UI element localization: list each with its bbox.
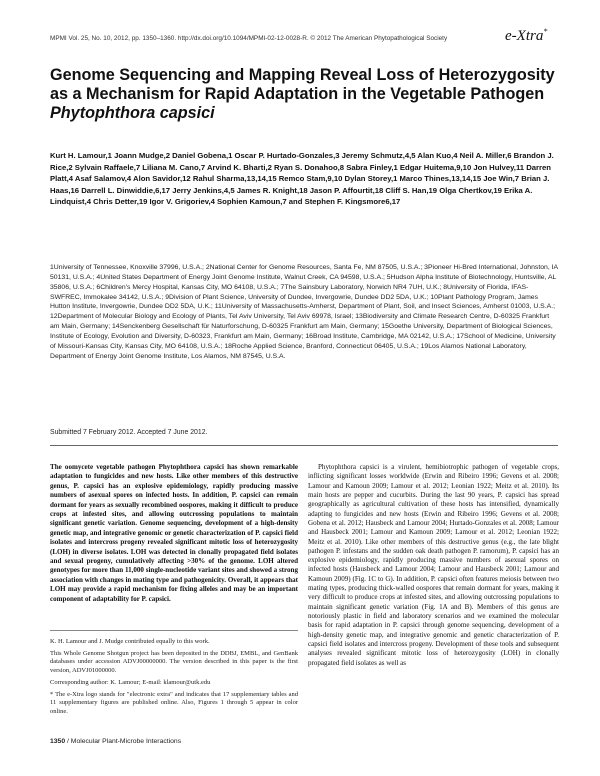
introduction-paragraph: Phytophthora capsici is a virulent, hemibiotrophic pathogen of vegetable crops, inflicting significant losses worldwide (Erwin and Ribeiro 1996; Gevens et al. 2008; Lamour and Kamoun 2009; Lamour et al. 2012; Leonian 1922; Meitz et al. 2010). Its main hosts are pepper and cucurbits. During the last 90 years, P. capsici has spread geographically as agricultural cultivation of these hosts has intensified, dynamically adapting to fungicides and new hosts (Erwin and Ribeiro 1996; Gevens et al. 2008; Gobena et al. 2012; Hausbeck and Lamour 2004; Hurtado-Gonzales et al. 2008; Lamour and Hausbeck 2001; Lamour and Kamoun 2009; Lamour et al. 2012; Leonian 1922; Meitz et al. 2010). Like other members of this destructive genus (e.g., the late blight pathogen P. infestans and the sudden oak death pathogen P. ramorum), P. capsici has an explosive epidemiology, rapidly producing massive numbers of asexual spores on infected hosts (Hausbeck and Lamour 2004; Lamour and Hausbeck 2001; Lamour and Kamoun 2009) (Fig. 1C to G). In addition, P. capsici often features meiosis between two mating types, producing thick-walled oospores that remain dormant for years, making it very difficult to produce crops at infested sites, and allowing outcrossing populations to maintain significant genetic variation (Fig. 1A and B). Members of this genus are notoriously plastic in field and laboratory scenarios and we examined the molecular basis for rapid adaptation in P. capsici through genome sequencing, development of a high-density genetic map, and integrative genomic and genetic characterization of P. capsici field isolates and intercross progeny. Development of these tools and subsequent analyses revealed significant mitotic loss of heterozygosity (LOH) in clonally propagated field isolates as well as <box>308 463 559 667</box>
journal-citation-header: MPMI Vol. 25, No. 10, 2012, pp. 1350–1360. http://dx.doi.org/10.1094/MPMI-02-12-0028-R. © 2012 The American Phytopathological Society <box>50 35 448 42</box>
e-xtra-logo-mark: * <box>543 27 548 36</box>
page-number: 1350 <box>50 738 66 745</box>
e-xtra-logo-text: e-Xtra <box>505 28 544 44</box>
page-footer: 1350 / Molecular Plant-Microbe Interactions <box>50 738 182 745</box>
footnote-e-xtra: * The e-Xtra logo stands for "electronic extra" and indicates that 17 supplementary tables and 11 supplementary figures are published online. Also, Figures 1 through 5 appear in color online. <box>50 690 298 715</box>
footnotes <box>50 638 298 720</box>
author-list: Kurt H. Lamour,1 Joann Mudge,2 Daniel Gobena,1 Oscar P. Hurtado-Gonzales,3 Jeremy Schmutz,4,5 Alan Kuo,4 Neil A. Miller,6 Brandon J. Rice,2 Sylvain Raffaele,7 Liliana M. Cano,7 Arvind K. Bharti,2 Ryan S. Donahoo,8 Sabra Finley,1 Edgar Huitema,9,10 Jon Hulvey,11 Darren Platt,4 Asaf Salamov,4 Alon Savidor,12 Rahul Sharma,13,14,15 Remco Stam,9,10 Dylan Storey,1 Marco Thines,13,14,15 Joe Win,7 Brian J. Haas,16 Darrell L. Dinwiddie,6,17 Jerry Jenkins,4,5 James R. Knight,18 Jason P. Affourtit,18 Cliff S. Han,19 Olga Chertkov,19 Erika A. Lindquist,4 Chris Detter,19 Igor V. Grigoriev,4 Sophien Kamoun,7 and Stephen F. Kingsmore6,17 <box>50 151 554 207</box>
footnote-equal-contribution: K. H. Lamour and J. Mudge contributed equally to this work. <box>50 638 210 645</box>
article-title <box>50 66 560 123</box>
abstract: The oomycete vegetable pathogen Phytophthora capsici has shown remarkable adaptation to fungicides and new hosts. Like other members of this destructive genus, P. capsici has an explosive epidemiology, rapidly producing massive numbers of asexual spores on infected hosts. In addition, P. capsici can remain dormant for years as sexually recombined oospores, making it difficult to produce crops at infested sites, and allowing outcrossing populations to maintain significant genetic variation. Genome sequencing, development of a high-density genetic map, and integrative genomic or genetic characterization of P. capsici field isolates and intercross progeny revealed significant mitotic loss of heterozygosity (LOH) in diverse isolates. LOH was detected in clonally propagated field isolates and sexual progeny, cumulatively affecting >30% of the genome. LOH altered genotypes for more than 11,000 single-nucleotide variant sites and showed a strong association with changes in mating type and pathogenicity. Overall, it appears that LOH may provide a rapid mechanism for fixing alleles and may be an important component of adaptability for P. capsici. <box>50 463 298 603</box>
footnote-accession: This Whole Genome Shotgun project has been deposited in the DDBJ, EMBL, and GenBank databases under accession ADVJ00000000. The version described in this paper is the first version, ADVJ01000000. <box>50 649 298 674</box>
affiliations: 1University of Tennessee, Knoxville 37996, U.S.A.; 2National Center for Genome Resources, Santa Fe, NM 87505, U.S.A.; 3Pioneer Hi-Bred International, Johnston, IA 50131, U.S.A.; 4United States Department of Energy Joint Genome Institute, Walnut Creek, CA 94598, U.S.A.; 5Hudson Alpha Institute of Biotechnology, Huntsville, AL 35806, U.S.A.; 6Children's Mercy Hospital, Kansas City, MO 64108, U.S.A.; 7The Sainsbury Laboratory, Norwich NR4 7UH, U.K.; 8University of Florida, IFAS-SWFREC, Immokalee 34142, U.S.A.; 9Division of Plant Science, University of Dundee, Invergowrie, Dundee DD2 5DA, U.K.; 10Plant Pathology Program, James Hutton Institute, Invergowrie, Dundee DD2 5DA, U.K.; 11University of Massachusetts-Amherst, Department of Plant, Soil, and Insect Sciences, Amherst 01003, U.S.A.; 12Department of Molecular Biology and Ecology of Plants, Tel Aviv University, Tel Aviv 69978, Israel; 13Biodiversity and Climate Research Centre, D-60325 Frankfurt am Main, Germany; 14Senckenberg Gesellschaft für Naturforschung, D-60325 Frankfurt am Main, Germany; 15Goethe University, Department of Biological Sciences, Institute of Ecology, Evolution and Diversity, D-60323, Frankfurt am Main, Germany; 16Broad Institute, Cambridge, MA 02142, U.S.A.; 17School of Medicine, University of Missouri-Kansas City, Kansas City, MO 64108, U.S.A.; 18Roche Applied Science, Branford, Connecticut 06405, U.S.A.; 19Los Alamos National Laboratory, Department of Energy Joint Genome Institute, Los Alamos, NM 87545, U.S.A. <box>50 264 558 360</box>
footnote-divider <box>50 630 298 631</box>
article-title-main: Genome Sequencing and Mapping Reveal Loss of Heterozygosity as a Mechanism for Rapid Adaptation in the Vegetable Pathogen <box>50 66 555 103</box>
journal-name: Molecular Plant-Microbe Interactions <box>70 738 182 745</box>
submission-dates: Submitted 7 February 2012. Accepted 7 June 2012. <box>50 429 208 436</box>
header-divider <box>50 445 558 446</box>
e-xtra-logo <box>505 27 547 45</box>
introduction-column <box>308 463 559 668</box>
article-title-species: Phytophthora capsici <box>50 104 215 122</box>
footnote-corresponding-author: Corresponding author: K. Lamour; E-mail: klamour@utk.edu <box>50 678 211 686</box>
